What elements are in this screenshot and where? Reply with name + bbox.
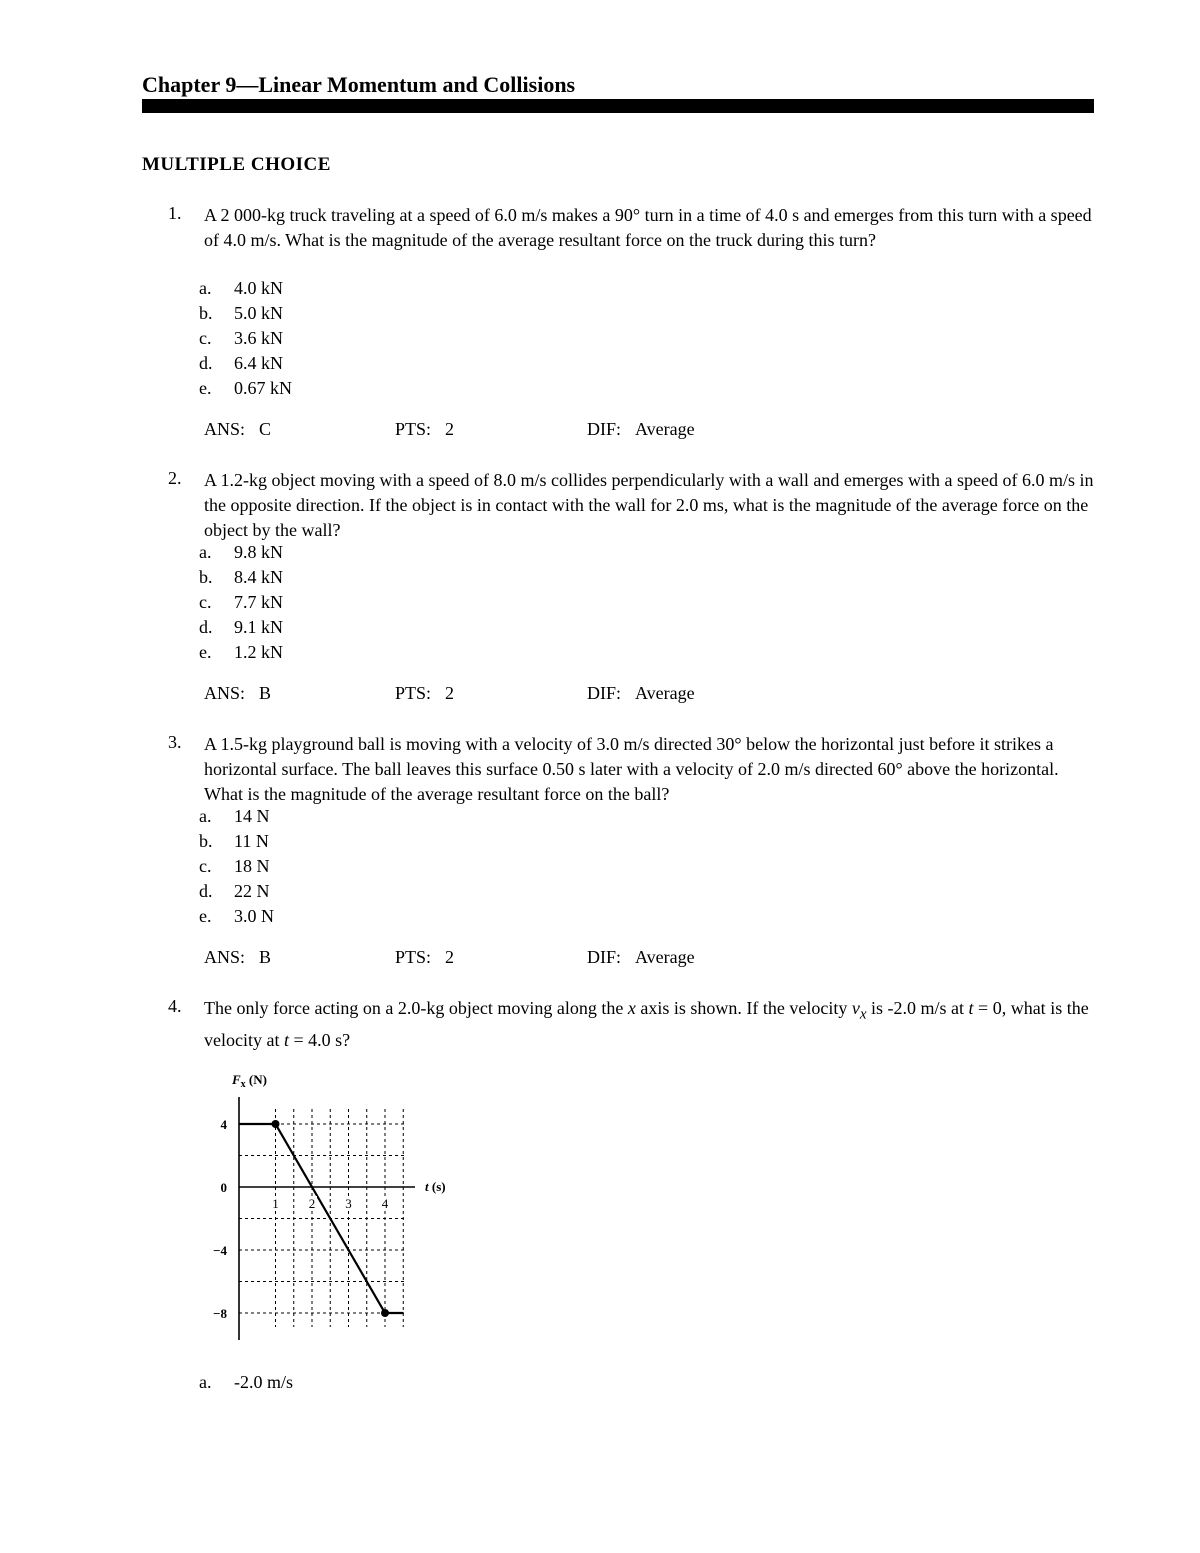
question-2-points: PTS: 2 xyxy=(395,683,455,703)
y-axis-label: $F_x$ (N) xyxy=(232,1072,267,1090)
y-tick-label: 0 xyxy=(220,1180,227,1195)
y-tick-label: −8 xyxy=(213,1306,227,1321)
graph-labels xyxy=(213,1072,446,1321)
graph-grid xyxy=(239,1109,404,1327)
x-tick-label: 1 xyxy=(272,1196,279,1211)
question-2-text: A 1.2-kg object moving with a speed of 8.0 m/s collides perpendicularly with a wall and emerges with a speed of 6.0 m/s in the opposite direction. If the object is in contact with the wall for 2.0 ms, what is the magnitude of the average force on the object by the wall? xyxy=(204,470,1094,540)
x-axis-label: t (s) xyxy=(425,1179,446,1194)
question-1-option-a: a. 4.0 kN xyxy=(199,278,283,298)
question-2-option-d: d. 9.1 kN xyxy=(199,617,283,637)
section-heading: MULTIPLE CHOICE xyxy=(142,154,331,175)
question-1-option-e: e. 0.67 kN xyxy=(199,378,292,398)
question-2-option-c: c. 7.7 kN xyxy=(199,592,283,612)
question-3-option-a: a. 14 N xyxy=(199,806,270,826)
question-1-option-b: b. 5.0 kN xyxy=(199,303,283,323)
question-4-number: 4. xyxy=(168,996,182,1016)
x-tick-label: 4 xyxy=(381,1196,389,1211)
question-3-number: 3. xyxy=(168,732,182,752)
chapter-title: Chapter 9—Linear Momentum and Collisions xyxy=(142,72,576,97)
question-3-option-e: e. 3.0 N xyxy=(199,906,274,926)
question-2-option-b: b. 8.4 kN xyxy=(199,567,283,587)
x-tick-label: 3 xyxy=(345,1196,352,1211)
question-2-option-e: e. 1.2 kN xyxy=(199,642,283,662)
data-point-marker xyxy=(381,1309,389,1317)
question-3-difficulty: DIF: Average xyxy=(587,947,695,967)
question-1-option-c: c. 3.6 kN xyxy=(199,328,283,348)
question-3-answer: ANS: B xyxy=(204,947,272,967)
question-1-number: 1. xyxy=(168,203,182,223)
question-1-text: A 2 000-kg truck traveling at a speed of 6.0 m/s makes a 90° turn in a time of 4.0 s and emerges from this turn with a speed of 4.0 m/s. What is the magnitude of the average resultant force on the truck during this turn? xyxy=(204,205,1092,250)
question-3-option-d: d. 22 N xyxy=(199,881,270,901)
question-2-difficulty: DIF: Average xyxy=(587,683,695,703)
question-1-answer: ANS: C xyxy=(204,419,272,439)
question-3-option-c: c. 18 N xyxy=(199,856,270,876)
question-2-option-a: a. 9.8 kN xyxy=(199,542,283,562)
question-3-points: PTS: 2 xyxy=(395,947,455,967)
question-4-option-a: a. -2.0 m/s xyxy=(199,1372,294,1392)
y-tick-label: 4 xyxy=(220,1117,227,1132)
question-3-text: A 1.5-kg playground ball is moving with a velocity of 3.0 m/s directed 30° below the horizontal just before it strikes a horizontal surface. The ball leaves this surface 0.50 s later with a velocity of 2.0 m/s directed 60° above the horizontal. What is the magnitude of the average resultant force on the ball? xyxy=(204,734,1059,804)
question-2-answer: ANS: B xyxy=(204,683,272,703)
data-point-marker xyxy=(272,1120,280,1128)
question-3-option-b: b. 11 N xyxy=(199,831,269,851)
question-1-difficulty: DIF: Average xyxy=(587,419,695,439)
x-tick-label: 2 xyxy=(308,1196,316,1211)
question-4-text: The only force acting on a 2.0-kg object moving along the x axis is shown. If the velocity $v_x$ is -2.0 m/s at t = 0, what is the velocity at t = 4.0 s? xyxy=(204,998,1089,1050)
question-2-number: 2. xyxy=(168,468,182,488)
y-tick-label: −4 xyxy=(213,1243,227,1258)
question-1-points: PTS: 2 xyxy=(395,419,455,439)
question-1-option-d: d. 6.4 kN xyxy=(199,353,283,373)
